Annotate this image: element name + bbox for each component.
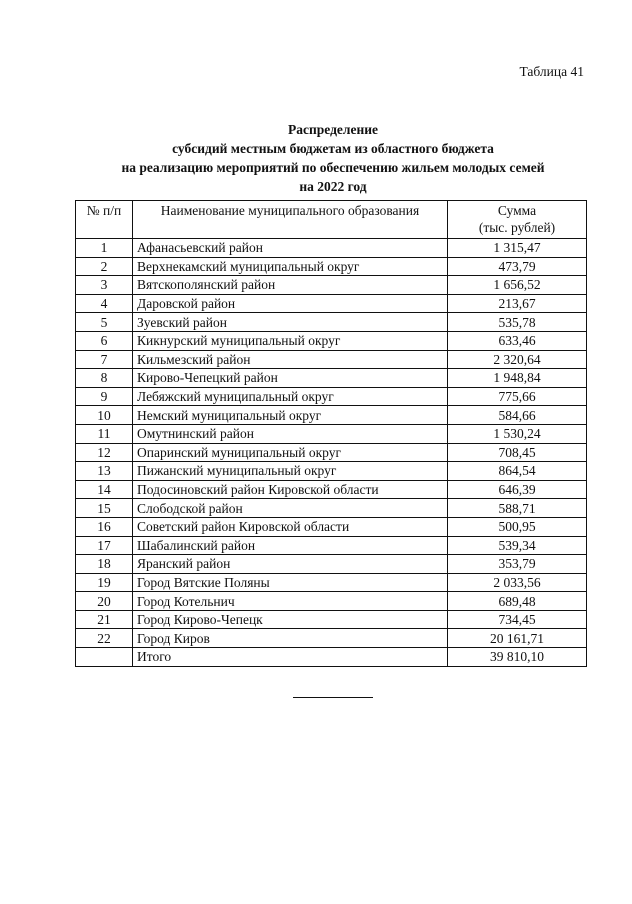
table-row [76, 536, 587, 555]
table-row [76, 499, 587, 518]
cell-name: Кирово-Чепецкий район [133, 369, 448, 388]
table-row [76, 276, 587, 295]
table-row [76, 387, 587, 406]
heading-line-1: Распределение [287, 122, 379, 137]
cell-name: Советский район Кировской области [133, 517, 448, 536]
table-row [76, 424, 587, 443]
header-name: Наименование муниципального образования [133, 201, 448, 239]
cell-num: 8 [76, 369, 133, 388]
table-body [76, 239, 587, 667]
cell-sum: 353,79 [448, 555, 587, 574]
table-row [76, 239, 587, 258]
table-reference: Таблица 41 [519, 64, 584, 79]
table-header-row [76, 201, 587, 239]
table-row [76, 555, 587, 574]
table-row [76, 369, 587, 388]
header-sum-label: Сумма [497, 203, 537, 218]
table-row [76, 350, 587, 369]
total-cell-name: Итого [133, 648, 448, 667]
subsidy-table [75, 200, 587, 667]
cell-sum: 588,71 [448, 499, 587, 518]
cell-sum: 1 530,24 [448, 424, 587, 443]
cell-name: Город Кирово-Чепецк [133, 610, 448, 629]
header-sum [448, 201, 587, 239]
cell-name: Шабалинский район [133, 536, 448, 555]
cell-name: Слободской район [133, 499, 448, 518]
cell-num: 14 [76, 480, 133, 499]
table-row [76, 462, 587, 481]
cell-num: 18 [76, 555, 133, 574]
cell-sum: 539,34 [448, 536, 587, 555]
cell-sum: 20 161,71 [448, 629, 587, 648]
table-row [76, 313, 587, 332]
cell-num: 13 [76, 462, 133, 481]
cell-sum: 213,67 [448, 294, 587, 313]
table-row [76, 573, 587, 592]
cell-num: 10 [76, 406, 133, 425]
cell-name: Омутнинский район [133, 424, 448, 443]
heading-line-4: на 2022 год [299, 179, 367, 194]
cell-name: Немский муниципальный округ [133, 406, 448, 425]
cell-name: Яранский район [133, 555, 448, 574]
cell-name: Кильмезский район [133, 350, 448, 369]
cell-sum: 864,54 [448, 462, 587, 481]
cell-num: 9 [76, 387, 133, 406]
total-cell-num [76, 648, 133, 667]
cell-name: Вятскополянский район [133, 276, 448, 295]
cell-name: Верхнекамский муниципальный округ [133, 257, 448, 276]
document-heading [50, 120, 616, 196]
cell-sum: 734,45 [448, 610, 587, 629]
table-row [76, 294, 587, 313]
header-sum-unit: (тыс. рублей) [478, 220, 556, 235]
cell-num: 11 [76, 424, 133, 443]
cell-name: Лебяжский муниципальный округ [133, 387, 448, 406]
cell-num: 7 [76, 350, 133, 369]
cell-sum: 708,45 [448, 443, 587, 462]
cell-num: 12 [76, 443, 133, 462]
table-row [76, 443, 587, 462]
cell-num: 2 [76, 257, 133, 276]
table-row [76, 406, 587, 425]
cell-sum: 473,79 [448, 257, 587, 276]
cell-sum: 1 948,84 [448, 369, 587, 388]
cell-name: Пижанский муниципальный округ [133, 462, 448, 481]
table-row [76, 517, 587, 536]
cell-sum: 689,48 [448, 592, 587, 611]
cell-sum: 633,46 [448, 331, 587, 350]
heading-line-2: субсидий местным бюджетам из областного бюджета [172, 141, 494, 156]
cell-num: 3 [76, 276, 133, 295]
table-row [76, 629, 587, 648]
cell-name: Город Котельнич [133, 592, 448, 611]
cell-name: Город Киров [133, 629, 448, 648]
cell-name: Даровской район [133, 294, 448, 313]
cell-num: 1 [76, 239, 133, 258]
cell-num: 20 [76, 592, 133, 611]
cell-sum: 535,78 [448, 313, 587, 332]
cell-name: Опаринский муниципальный округ [133, 443, 448, 462]
table-row [76, 480, 587, 499]
cell-name: Город Вятские Поляны [133, 573, 448, 592]
cell-sum: 1 315,47 [448, 239, 587, 258]
cell-num: 16 [76, 517, 133, 536]
table-row [76, 257, 587, 276]
cell-sum: 775,66 [448, 387, 587, 406]
cell-sum: 2 320,64 [448, 350, 587, 369]
table-row [76, 331, 587, 350]
table-total-row [76, 648, 587, 667]
cell-name: Кикнурский муниципальный округ [133, 331, 448, 350]
cell-num: 4 [76, 294, 133, 313]
separator-line [293, 697, 373, 698]
heading-line-3: на реализацию мероприятий по обеспечению жильем молодых семей [121, 160, 545, 175]
cell-num: 21 [76, 610, 133, 629]
table-row [76, 592, 587, 611]
cell-num: 6 [76, 331, 133, 350]
cell-num: 22 [76, 629, 133, 648]
cell-num: 19 [76, 573, 133, 592]
header-num: № п/п [76, 201, 133, 239]
cell-sum: 2 033,56 [448, 573, 587, 592]
cell-name: Зуевский район [133, 313, 448, 332]
cell-name: Подосиновский район Кировской области [133, 480, 448, 499]
cell-num: 5 [76, 313, 133, 332]
cell-sum: 646,39 [448, 480, 587, 499]
cell-sum: 584,66 [448, 406, 587, 425]
cell-sum: 500,95 [448, 517, 587, 536]
table-row [76, 610, 587, 629]
cell-num: 15 [76, 499, 133, 518]
cell-name: Афанасьевский район [133, 239, 448, 258]
cell-sum: 1 656,52 [448, 276, 587, 295]
total-cell-sum: 39 810,10 [448, 648, 587, 667]
cell-num: 17 [76, 536, 133, 555]
